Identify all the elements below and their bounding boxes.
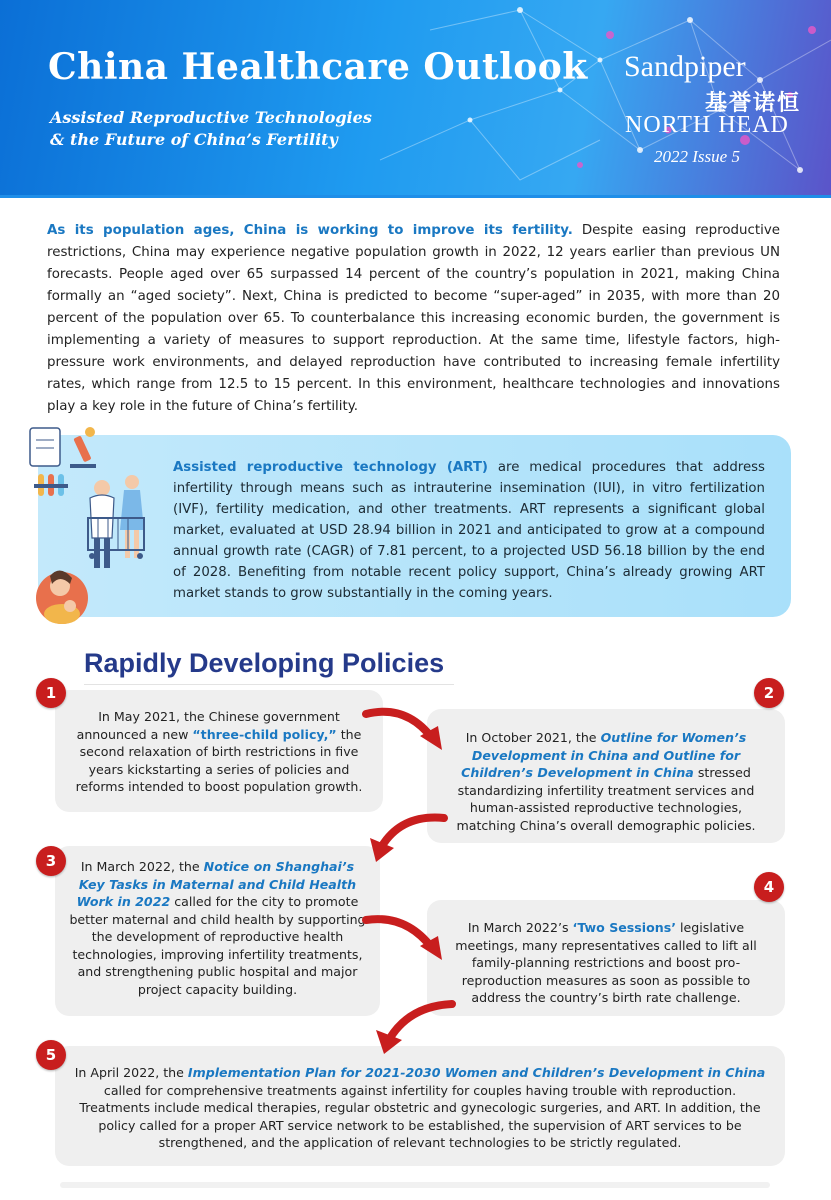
- policy-3-highlight: Notice on Shanghai’s Key Tasks in Maternal and Child Health Work in 2022: [76, 859, 357, 909]
- arrow-1-to-2: [360, 700, 450, 760]
- policy-4-pre: In March 2022’s: [467, 920, 573, 935]
- policy-5-highlight: Implementation Plan for 2021-2030 Women and Children’s Development in China: [187, 1065, 766, 1080]
- subtitle-line-2: & the Future of China’s Fertility: [50, 130, 338, 149]
- policy-2-pre: In October 2021, the: [465, 730, 601, 745]
- section-title: Rapidly Developing Policies: [84, 648, 445, 678]
- badge-5: 5: [36, 1040, 66, 1070]
- badge-2: 2: [754, 678, 784, 708]
- art-paragraph: [173, 457, 765, 604]
- microscope-icon: [70, 427, 96, 468]
- policy-2-post: stressed standardizing infertility treatment services and human-assisted reproductive technologies, matching China’s overall demographic policies.: [456, 765, 756, 833]
- art-lead: Assisted reproductive technology (ART): [173, 460, 488, 475]
- intro-paragraph: [47, 220, 780, 418]
- brand-name: Sandpiper: [624, 50, 746, 83]
- intro-body: Despite easing reproductive restrictions, China may experience negative population growth in 2022, 12 years earlier than previous UN forecasts. People aged over 65 surpassed 14 percent of the country’s population in 2021, making China formally an “aged society”. Next, China is predicted to become “super-aged” in 2035, with more than 20 percent of the population over 65. To counterbalance this increasing economic burden, the government is implementing a variety of measures to support reproduction. At the same time, lifestyle factors, high-pressure work environments, and delayed reproduction have contributed to increasing female infertility rates, which range from 12.5 to 15 percent. In this environment, healthcare technologies and innovations play a key role in the future of China’s fertility.: [47, 223, 780, 414]
- arrow-2-to-3: [362, 808, 452, 868]
- policy-3-post: called for the city to promote better maternal and child health by supporting the development of reproductive health technologies, improving infertility treatments, and strengthening public hospital and major project capacity building.: [69, 894, 366, 997]
- nurse-figure: [120, 475, 144, 558]
- badge-3: 3: [36, 846, 66, 876]
- arrow-3-to-4: [360, 910, 450, 970]
- test-tubes-icon: [34, 474, 68, 496]
- footer-bar: [60, 1182, 770, 1188]
- section-divider: [84, 684, 454, 685]
- arrow-4-to-5: [368, 996, 458, 1056]
- policy-1-highlight: “three-child policy,”: [192, 726, 337, 742]
- policy-2-highlight: Outline for Women’s Development in China and Outline for Children’s Development in China: [461, 730, 747, 780]
- policy-5-post: called for comprehensive treatments against infertility for couples having trouble with reproduction. Treatments include medical therapies, regular obstetric and gynecologic surgeries, and ART. In addition, the policy called for a proper ART service network to be established, the supervision of ART services to be strengthened, and the application of relevant technologies to be strictly regulated.: [79, 1082, 761, 1150]
- badge-1: 1: [36, 678, 66, 708]
- policy-card-5-text: [72, 1064, 768, 1152]
- policy-card-2-text: [442, 729, 770, 834]
- policy-1-post: the second relaxation of birth restrictions in five years kickstarting a series of policies and reforms intended to boost population growth.: [75, 726, 363, 794]
- header-banner: [0, 0, 831, 195]
- clipboard-icon: [30, 428, 60, 466]
- policy-5-pre: In April 2022, the: [74, 1065, 188, 1080]
- intro-lead: As its population ages, China is working to improve its fertility.: [47, 223, 573, 238]
- policy-3-pre: In March 2022, the: [80, 859, 204, 874]
- art-body: are medical procedures that address infertility through means such as intrauterine insemination (IUI), in vitro fertilization (IVF), fertility medication, and other treatments. ART represents a significant global market, evaluated at USD 28.94 billion in 2021 and anticipated to grow at a compound annual growth rate (CAGR) of 7.81 percent, to a projected USD 56.18 billion by the end of 2028. Benefiting from notable recent policy support, China’s already growing ART market stands to grow substantially in the coming years.: [173, 460, 765, 601]
- issue-label: 2022 Issue 5: [654, 147, 740, 166]
- policy-4-post: legislative meetings, many representatives called to lift all family-planning restrictions and boost pro-reproduction measures as soon as possible to address the country’s birth rate challenge.: [455, 920, 757, 1005]
- brand-chinese-name: 基誉诺恒: [705, 91, 802, 116]
- policy-card-1-text: [66, 708, 372, 796]
- mother-baby-figure: [36, 570, 88, 624]
- policy-4-highlight: ‘Two Sessions’: [572, 920, 677, 935]
- policy-1-pre: In May 2021, the Chinese government announced a new: [76, 709, 340, 742]
- page-title: China Healthcare Outlook: [48, 46, 588, 88]
- banner-divider: [0, 195, 831, 198]
- policy-card-4-text: [442, 919, 770, 1007]
- brand-subname: NORTH HEAD: [625, 112, 789, 138]
- subtitle-line-1: Assisted Reproductive Technologies: [50, 108, 372, 127]
- badge-4: 4: [754, 872, 784, 902]
- healthcare-illustration: [10, 418, 170, 643]
- policy-card-3-text: [66, 858, 369, 998]
